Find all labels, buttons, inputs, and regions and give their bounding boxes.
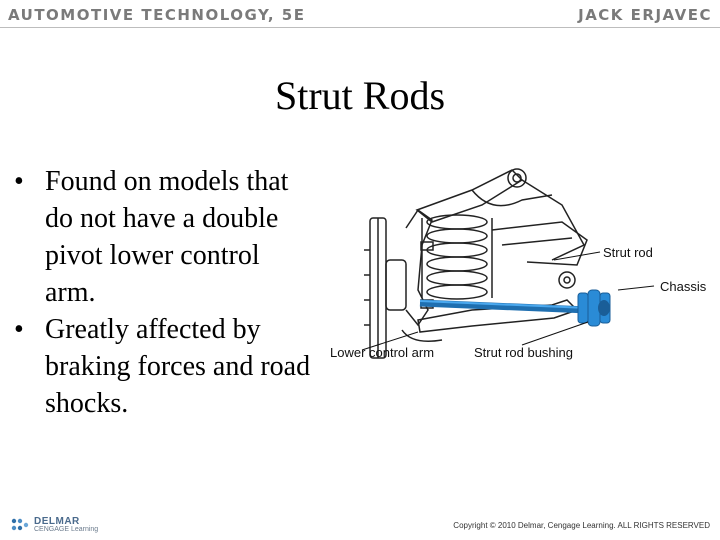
coil-spring: [422, 215, 492, 299]
strut-rod-bushing: [578, 290, 610, 326]
course-title: AUTOMOTIVE TECHNOLOGY, 5E: [8, 6, 306, 24]
strut-rod: [420, 301, 588, 310]
brake-rotor: [364, 218, 406, 358]
bullet-list: [14, 163, 314, 422]
bullet-item: [14, 311, 314, 422]
upper-control-arm: [417, 169, 584, 260]
publisher-logo: [10, 514, 130, 536]
frame-rail: [492, 222, 587, 265]
steering-knuckle: [406, 210, 433, 325]
copyright-notice: Copyright © 2010 Delmar, Cengage Learning. ALL RIGHTS RESERVED: [453, 521, 710, 530]
bullet-item: [14, 163, 314, 311]
suspension-illustration: [322, 150, 720, 370]
logo-name: DELMAR: [34, 516, 80, 527]
label-lower-control-arm: Lower control arm: [330, 345, 435, 360]
bullet-marker: •: [14, 314, 24, 345]
logo-subtitle: CENGAGE Learning: [34, 526, 99, 533]
header-divider: [0, 27, 720, 28]
bullet-marker: •: [14, 166, 24, 197]
label-strut-rod: Strut rod: [603, 245, 653, 260]
author-name: JACK ERJAVEC: [578, 6, 712, 24]
bullet-text: Found on models that do not have a double pivot lower control arm.: [45, 166, 289, 308]
slide-title: Strut Rods: [274, 73, 446, 118]
label-strut-rod-bushing: Strut rod bushing: [474, 345, 574, 360]
bullet-text: Greatly affected by braking forces and road shocks.: [45, 314, 311, 419]
label-chassis: Chassis: [660, 279, 707, 294]
strut-rod-diagram: [322, 150, 720, 370]
logo-icon: [10, 516, 32, 534]
